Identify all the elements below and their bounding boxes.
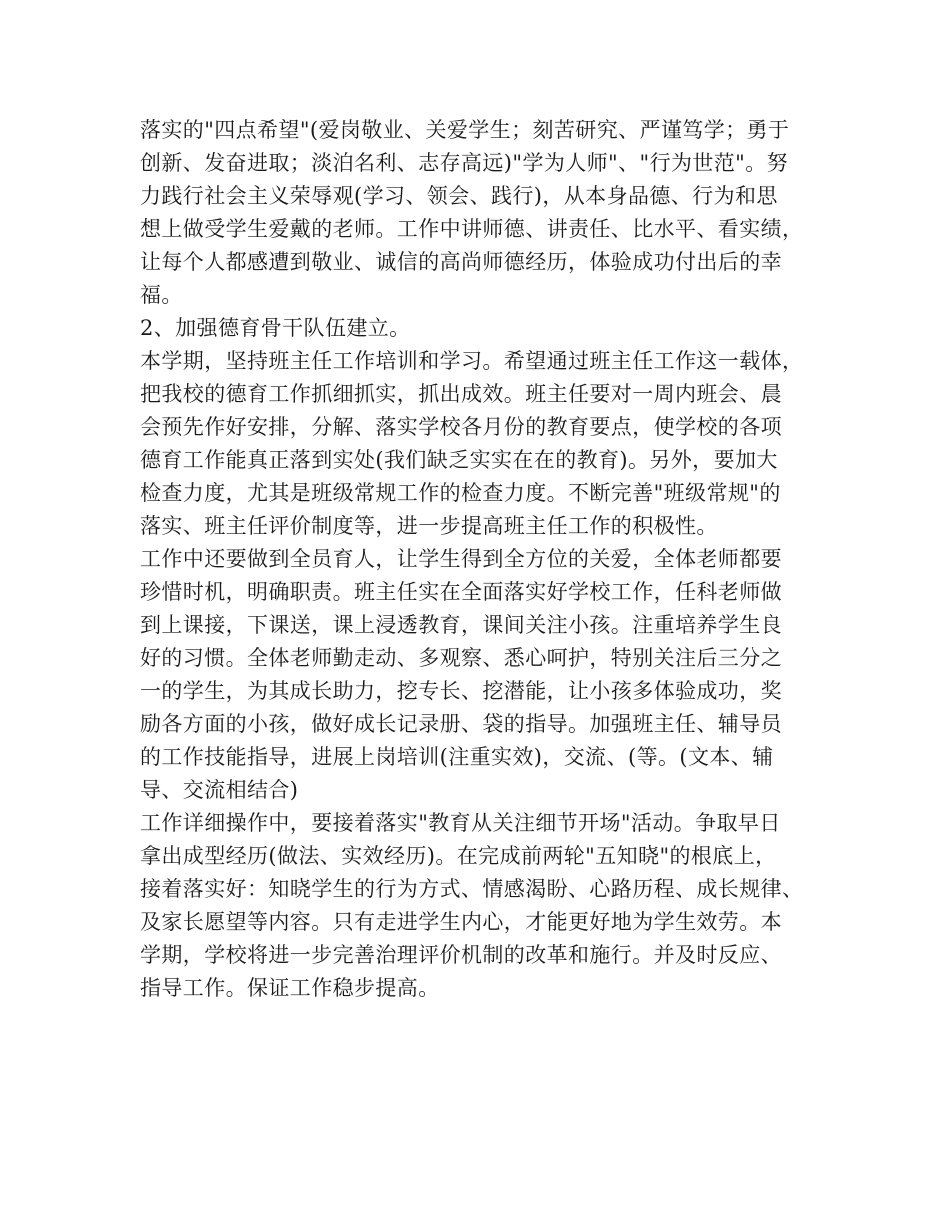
body-text	[140, 114, 830, 1005]
text-line: 想上做受学生爱戴的老师。工作中讲师德、讲责任、比水平、看实绩，	[140, 217, 804, 241]
text-line: 及家长愿望等内容。只有走进学生内心，才能更好地为学生效劳。本	[140, 910, 782, 934]
text-line: 珍惜时机，明确职责。班主任实在全面落实好学校工作，任科老师做	[140, 580, 782, 604]
text-line: 励各方面的小孩，做好成长记录册、袋的指导。加强班主任、辅导员	[140, 712, 782, 736]
text-line: 接着落实好：知晓学生的行为方式、情感渴盼、心路历程、成长规律、	[140, 877, 804, 901]
text-line: 落实的"四点希望"(爱岗敬业、关爱学生；刻苦研究、严谨笃学；勇于	[140, 118, 790, 142]
text-line: 本学期，坚持班主任工作培训和学习。希望通过班主任工作这一载体，	[140, 349, 804, 373]
text-line: 德育工作能真正落到实处(我们缺乏实实在在的教育)。另外，要加大	[140, 448, 778, 472]
text-line: 创新、发奋进取；淡泊名利、志存高远)"学为人师"、"行为世范"。努	[140, 151, 789, 175]
text-line: 福。	[140, 283, 183, 307]
text-line: 检查力度，尤其是班级常规工作的检查力度。不断完善"班级常规"的	[140, 481, 781, 505]
text-line: 工作中还要做到全员育人，让学生得到全方位的关爱，全体老师都要	[140, 547, 782, 571]
text-line: 指导工作。保证工作稳步提高。	[140, 976, 440, 1000]
text-line: 导、交流相结合)	[140, 778, 299, 802]
text-line: 到上课接，下课送，课上浸透教育，课间关注小孩。注重培养学生良	[140, 613, 782, 637]
section-heading: 2、加强德育骨干队伍建立。	[140, 316, 411, 340]
text-line: 会预先作好安排，分解、落实学校各月份的教育要点，使学校的各项	[140, 415, 782, 439]
text-line: 一的学生，为其成长助力，挖专长、挖潜能，让小孩多体验成功，奖	[140, 679, 782, 703]
text-line: 的工作技能指导，进展上岗培训(注重实效)，交流、(等。(文本、辅	[140, 745, 774, 769]
text-line: 力践行社会主义荣辱观(学习、领会、践行)，从本身品德、行为和思	[140, 184, 778, 208]
text-line: 工作详细操作中，要接着落实"教育从关注细节开场"活动。争取早日	[140, 811, 781, 835]
text-line: 把我校的德育工作抓细抓实，抓出成效。班主任要对一周内班会、晨	[140, 382, 782, 406]
text-line: 学期，学校将进一步完善治理评价机制的改革和施行。并及时反应、	[140, 943, 782, 967]
text-line: 落实、班主任评价制度等，进一步提高班主任工作的积极性。	[140, 514, 718, 538]
text-line: 好的习惯。全体老师勤走动、多观察、悉心呵护，特别关注后三分之	[140, 646, 782, 670]
text-line: 拿出成型经历(做法、实效经历)。在完成前两轮"五知晓"的根底上，	[140, 844, 777, 868]
text-line: 让每个人都感遭到敬业、诚信的高尚师德经历，体验成功付出后的幸	[140, 250, 782, 274]
